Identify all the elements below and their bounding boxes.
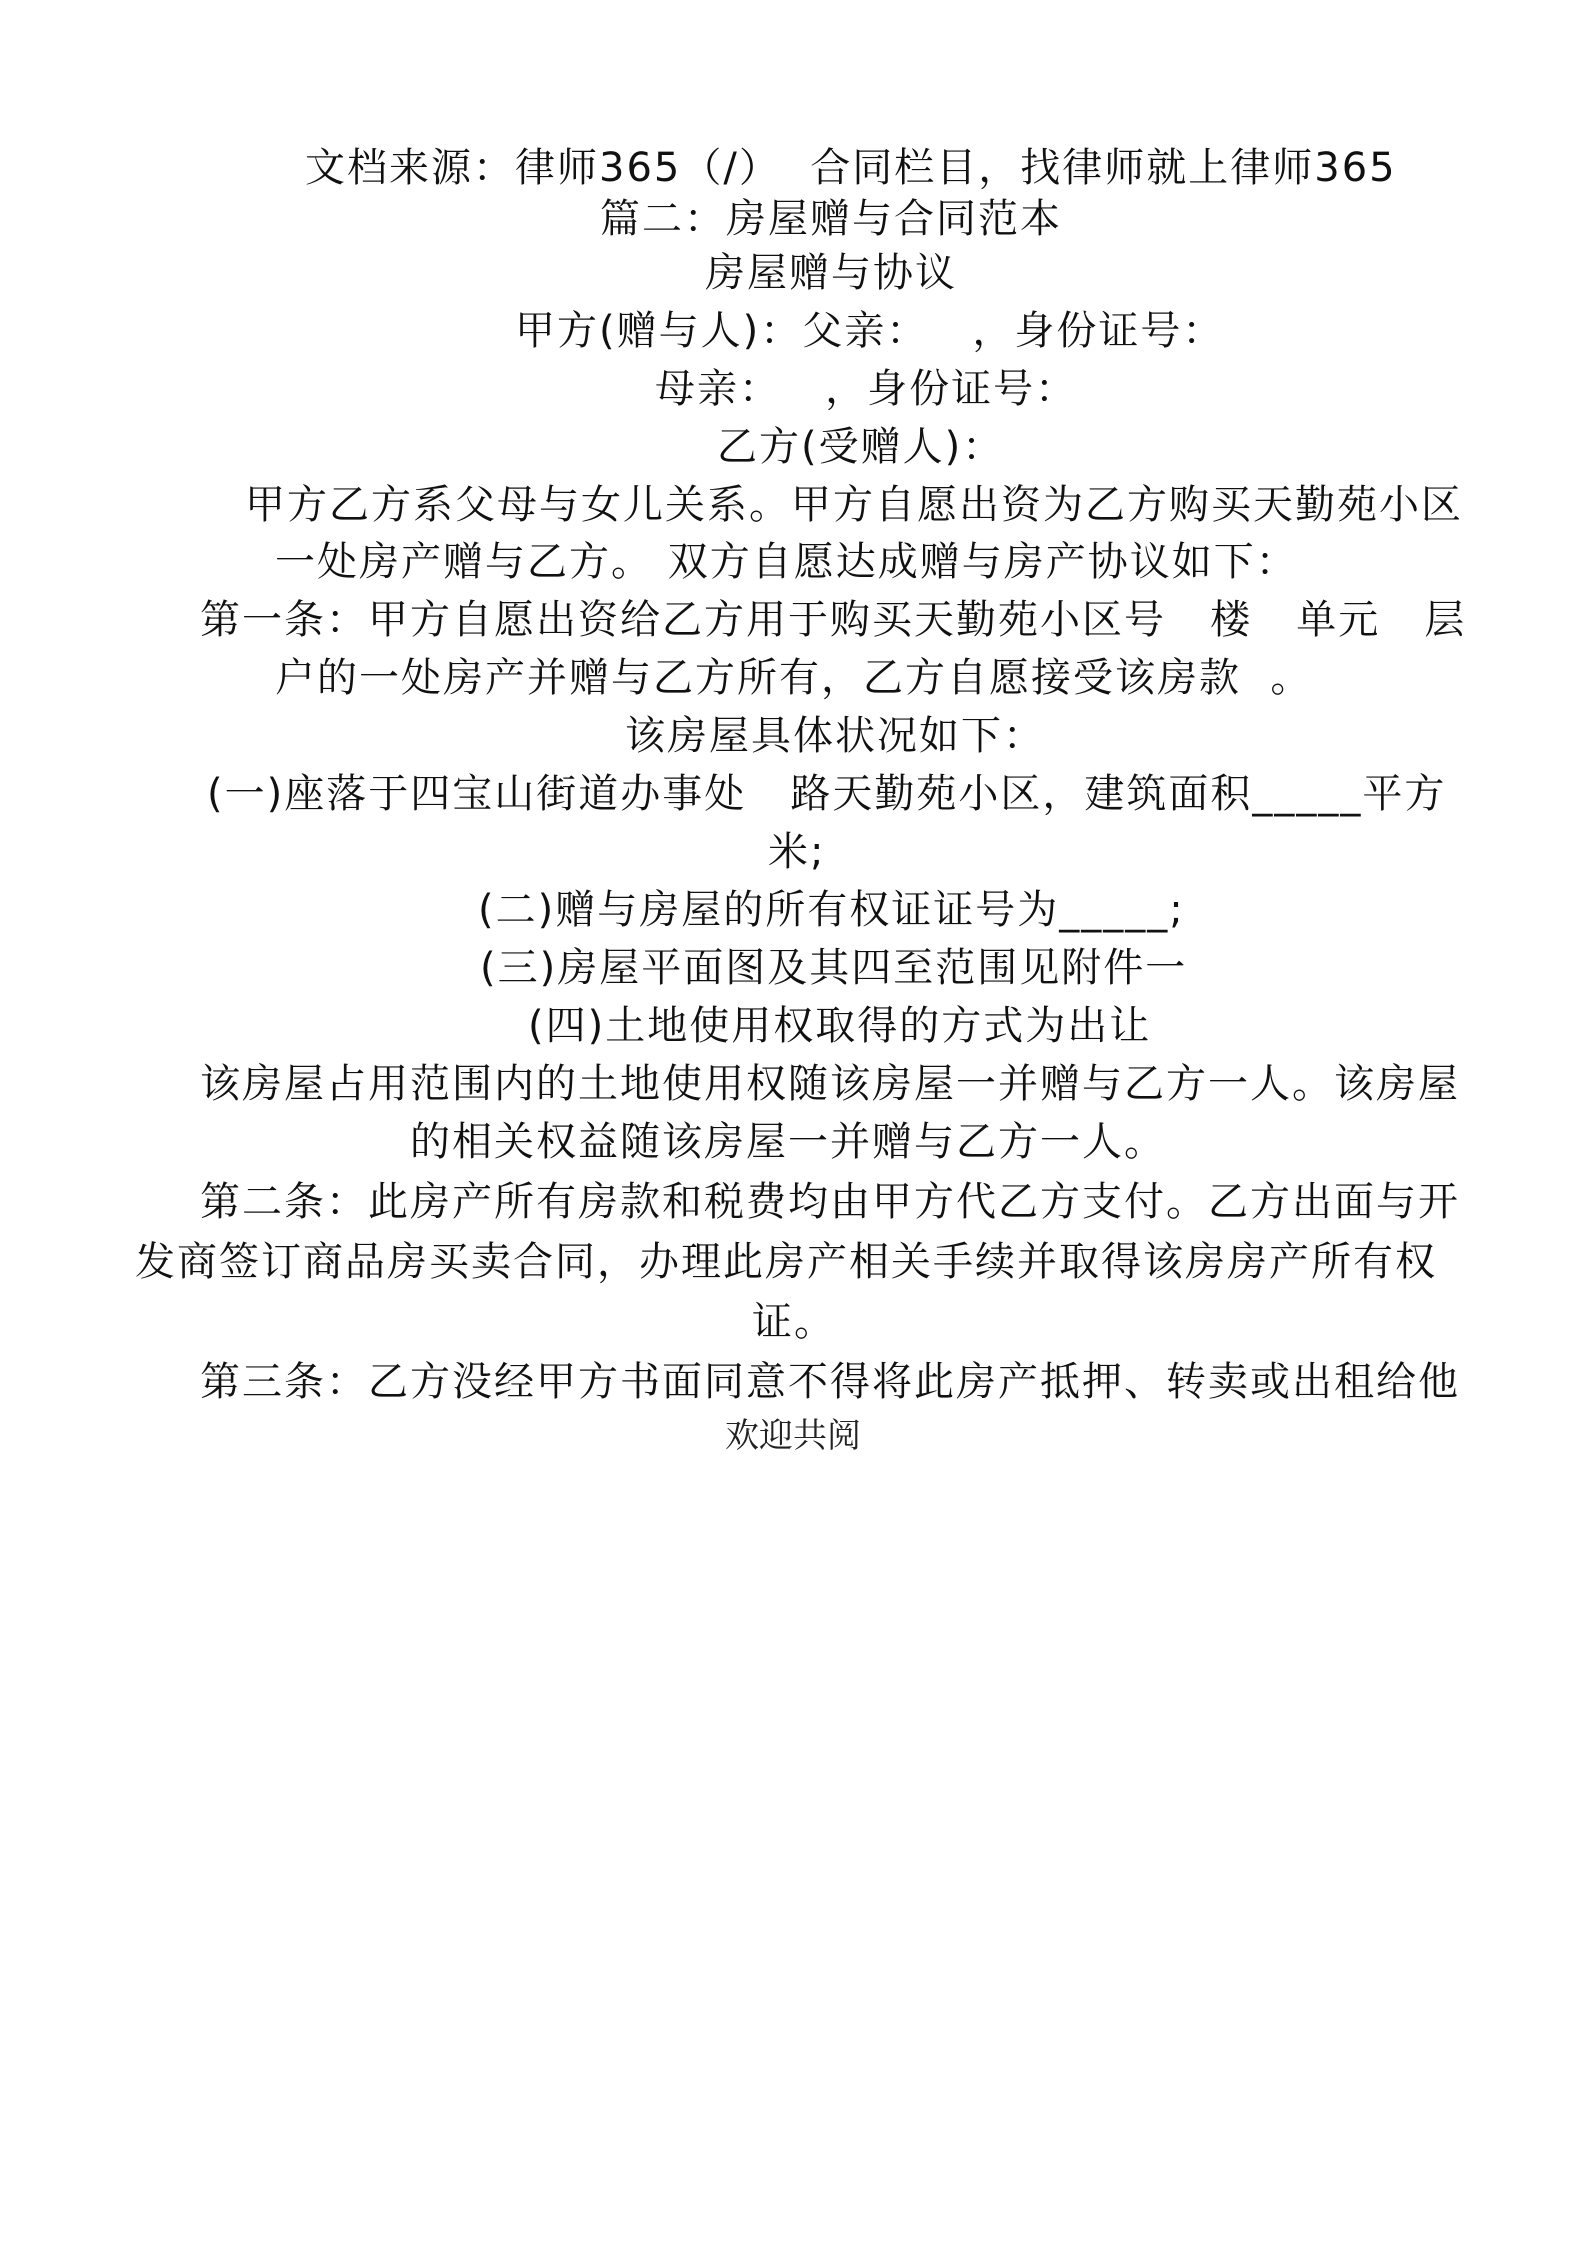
item1-line-1: (一)座落于四宝山街道办事处 路天勤苑小区，建筑面积_____平方 — [207, 771, 1447, 817]
page-footer: 欢迎共阅 — [725, 1416, 861, 1456]
article2-line-1: 第二条：此房产所有房款和税费均由甲方代乙方支付。乙方出面与开 — [200, 1179, 1460, 1225]
source-line: 文档来源：律师365（/） 合同栏目，找律师就上律师365 — [305, 145, 1397, 191]
section-title: 篇二：房屋赠与合同范本 — [600, 196, 1062, 242]
article2-line-3: 证。 — [752, 1299, 836, 1345]
intro-line-2: 一处房产赠与乙方。 双方自愿达成赠与房产协议如下： — [275, 539, 1298, 585]
party-b: 乙方(受赠人)： — [717, 424, 1005, 470]
status-heading: 该房屋具体状况如下： — [625, 713, 1045, 759]
item1-line-2: 米; — [768, 829, 826, 875]
land-line-1: 该房屋占用范围内的土地使用权随该房屋一并赠与乙方一人。该房屋 — [200, 1061, 1460, 1107]
party-a-father: 甲方(赠与人)：父亲： ，身份证号： — [515, 308, 1225, 354]
article2-line-2: 发商签订商品房买卖合同，办理此房产相关手续并取得该房房产所有权 — [135, 1239, 1437, 1285]
item2: (二)赠与房屋的所有权证证号为_____; — [478, 887, 1185, 933]
article1-line-2: 户的一处房产并赠与乙方所有，乙方自愿接受该房款 。 — [275, 655, 1313, 701]
item4: (四)土地使用权取得的方式为出让 — [528, 1003, 1152, 1049]
item3: (三)房屋平面图及其四至范围见附件一 — [480, 945, 1188, 991]
land-line-2: 的相关权益随该房屋一并赠与乙方一人。 — [410, 1119, 1166, 1165]
article3-line-1: 第三条：乙方没经甲方书面同意不得将此房产抵押、转卖或出租给他 — [200, 1359, 1460, 1405]
article1-line-1: 第一条：甲方自愿出资给乙方用于购买天勤苑小区号 楼 单元 层 — [200, 597, 1467, 643]
party-a-mother: 母亲： ，身份证号： — [655, 366, 1078, 412]
document-title: 房屋赠与协议 — [705, 250, 957, 296]
intro-line-1: 甲方乙方系父母与女儿关系。甲方自愿出资为乙方购买天勤苑小区 — [245, 482, 1463, 528]
